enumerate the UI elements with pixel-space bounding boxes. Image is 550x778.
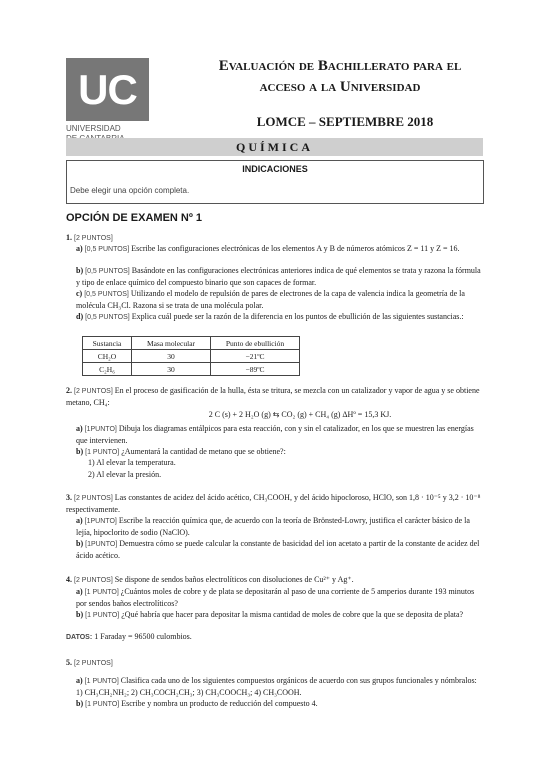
q3-a-label: a) [76, 516, 83, 525]
q5-a-text: Clasifica cada uno de los siguientes compuestos orgánicos de acuerdo con sus grupos funcionales y nómbralos: 1) CH₃CH₂NH₂; 2) CH₃COCH₂CH₃; 3) CH₃COOCH₃; 4) CH₃COOH. [76, 676, 477, 697]
q1-a-text: Escribe las configuraciones electrónicas de los elementos A y B de números atómicos Z = 11 y Z = 16. [131, 244, 460, 253]
table-cell: −89ºC [211, 363, 300, 376]
q2-b-label: b) [76, 447, 84, 456]
q1-b [76, 266, 484, 288]
q4-datos-label: DATOS: [66, 634, 93, 641]
q4-a [76, 587, 484, 609]
q5-header [66, 658, 484, 670]
q1-a-label: a) [76, 244, 83, 253]
q1-b-label: b) [76, 266, 84, 275]
q1-c-label: c) [76, 289, 83, 298]
table-cell: 30 [132, 350, 211, 363]
q1-c-points: [0,5 PUNTOS] [84, 291, 129, 298]
q5-b-text: Escribe y nombra un producto de reducción del compuesto 4. [121, 699, 318, 708]
q4-number: 4. [66, 575, 72, 584]
q2-a [76, 424, 484, 446]
q3-intro [66, 493, 484, 515]
q1-d-text: Explica cuál puede ser la razón de la diferencia en los puntos de ebullición de las siguientes sustancias.: [131, 312, 464, 321]
table-cell: C₂H₆ [83, 363, 132, 376]
q3-a [76, 516, 484, 538]
table-cell: CH₂O [83, 350, 132, 363]
q1-d-label: d) [76, 312, 84, 321]
q2-b2: 2) Al elevar la presión. [88, 470, 162, 479]
q2-a-label: a) [76, 424, 83, 433]
q2-a-points: [1PUNTO] [84, 426, 117, 433]
q5-b-label: b) [76, 699, 84, 708]
table-row [83, 350, 300, 363]
q2-intro-text: En el proceso de gasificación de la hulla, ésta se tritura, se mezcla con un catalizador y vapor de agua y se obtiene metano, CH₄: [66, 386, 480, 407]
q4-b-points: [1 PUNTO] [85, 612, 120, 619]
q2-intro [66, 386, 484, 408]
q1-b-points: [0,5 PUNTOS] [85, 268, 130, 275]
q3-b-points: [1PUNTO] [85, 541, 118, 548]
q3-number: 3. [66, 493, 72, 502]
table-row [83, 363, 300, 376]
q1-d-points: [0,5 PUNTOS] [85, 314, 130, 321]
q1-a-points: [0,5 PUNTOS] [84, 246, 130, 253]
exam-title-line1: Evaluación de Bachillerato para el [218, 58, 462, 74]
q4-intro [66, 575, 484, 587]
q5-a-label: a) [76, 676, 83, 685]
q3-points: [2 PUNTOS] [74, 495, 113, 502]
q2-b1: 1) Al elevar la temperatura. [88, 458, 176, 467]
q4-a-text: ¿Cuántos moles de cobre y de plata se depositarán al paso de una corriente de 5 amperios durante 193 minutos por sendos baños electrolíticos? [76, 587, 475, 608]
q2-a-text: Dibuja los diagramas entálpicos para esta reacción, con y sin el catalizador, en los que se muestren las energías que intervienen. [76, 424, 474, 445]
q4-b [76, 610, 484, 622]
q1-points: [2 PUNTOS] [74, 235, 113, 242]
logo-sub-line1: UNIVERSIDAD [66, 124, 121, 133]
q1-d [76, 312, 484, 324]
indicaciones-title: INDICACIONES [242, 164, 308, 174]
exam-title-line2: acceso a la Universidad [259, 79, 421, 95]
q2-b-text: ¿Aumentará la cantidad de metano que se obtiene?: [121, 447, 286, 456]
q1-c [76, 289, 484, 311]
q2-number: 2. [66, 386, 72, 395]
q4-intro-text: Se dispone de sendos baños electrolíticos con disoluciones de Cu²⁺ y Ag⁺. [114, 575, 354, 584]
q2-b [76, 447, 484, 459]
q5-b-points: [1 PUNTO] [85, 701, 120, 708]
table-header: Punto de ebullición [211, 337, 300, 350]
q4-datos-text: 1 Faraday = 96500 culombios. [94, 632, 192, 641]
q5-number: 5. [66, 658, 72, 667]
q1-table-wrap [82, 336, 300, 376]
q2-equation: 2 C (s) + 2 H₂O (g) ⇆ CO₂ (g) + CH₄ (g) ΔHº = 15,3 KJ. [208, 410, 392, 419]
q1-a [76, 244, 484, 256]
q1-number: 1. [66, 233, 72, 242]
table-cell: 30 [132, 363, 211, 376]
subject-title: QUÍMICA [236, 140, 313, 154]
exam-session: LOMCE – SEPTIEMBRE 2018 [256, 114, 434, 129]
q5-a-points: [1 PUNTO] [84, 678, 119, 685]
logo-letters: UC [78, 65, 137, 113]
q5-a [76, 676, 484, 698]
q3-intro-text: Las constantes de acidez del ácido acético, CH₃COOH, y del ácido hipocloroso, HClO, son 1,8 · 10⁻⁵ y 3,2 · 10⁻⁸ respectivamente. [66, 493, 481, 514]
q4-a-points: [1 PUNTO] [84, 589, 119, 596]
table-cell: −21ºC [211, 350, 300, 363]
option-title: OPCIÓN DE EXAMEN Nº 1 [66, 212, 203, 224]
q1-c-text: Utilizando el modelo de repulsión de pares de electrones de la capa de valencia indica la geometría de la molécula CH₃Cl. Razona si se trata de una molécula polar. [76, 289, 465, 310]
q1-header [66, 233, 484, 245]
table-header: Sustancia [83, 337, 132, 350]
university-logo [66, 58, 149, 121]
q4-points: [2 PUNTOS] [74, 577, 113, 584]
q3-b-text: Demuestra cómo se puede calcular la constante de basicidad del ion acetato a partir de la constante de acidez del ácido acético. [76, 539, 480, 560]
indicaciones-text: Debe elegir una opción completa. [70, 186, 190, 195]
q5-b [76, 699, 484, 711]
q4-b-text: ¿Qué habría que hacer para depositar la misma cantidad de moles de cobre que la que se deposita de plata? [121, 610, 464, 619]
q3-b [76, 539, 484, 561]
q3-b-label: b) [76, 539, 84, 548]
q3-a-points: [1PUNTO] [84, 518, 117, 525]
q4-a-label: a) [76, 587, 83, 596]
table-header: Masa molecular [132, 337, 211, 350]
q3-a-text: Escribe la reacción química que, de acuerdo con la teoría de Brönsted-Lowry, justifica el carácter básico de la lejía, hipoclorito de sodio (NaClO). [76, 516, 470, 537]
q5-points: [2 PUNTOS] [74, 660, 113, 667]
q4-b-label: b) [76, 610, 84, 619]
q1-b-text: Basándote en las configuraciones electrónicas anteriores indica de qué elementos se trata y razona la fórmula y tipo de enlace químico del compuesto binario que son capaces de formar. [76, 266, 481, 287]
q2-points: [2 PUNTOS] [74, 388, 113, 395]
boiling-point-table [82, 336, 300, 376]
exam-title [190, 56, 490, 98]
q4-datos [66, 632, 484, 644]
q2-b-points: [1 PUNTO] [85, 449, 120, 456]
table-header-row [83, 337, 300, 350]
